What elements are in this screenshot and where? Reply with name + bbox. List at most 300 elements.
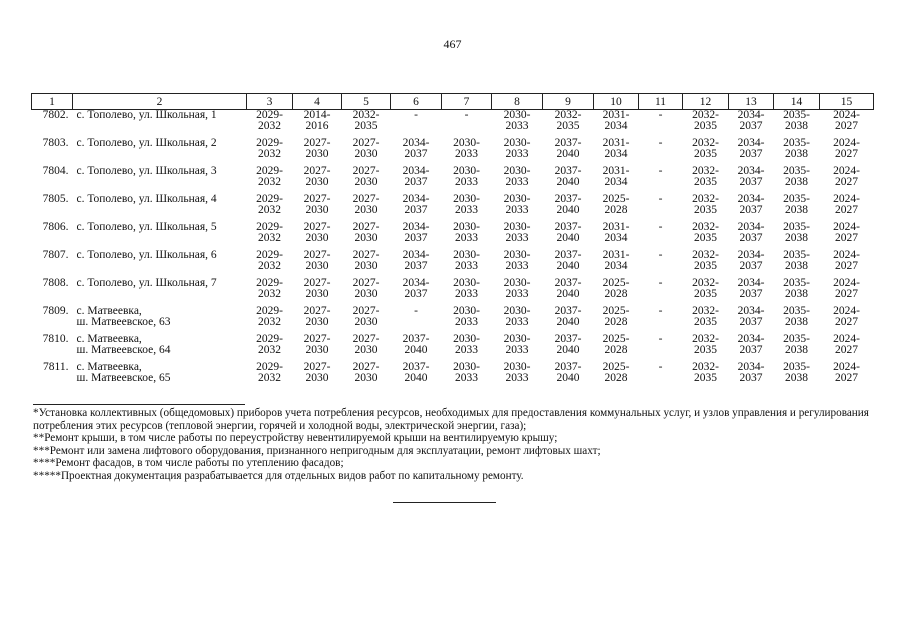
- period-cell: [639, 334, 683, 362]
- period-cell: [639, 222, 683, 250]
- row-number: 7803.: [42, 137, 69, 149]
- period-line: 2035-: [783, 361, 810, 373]
- column-header: 5: [342, 94, 391, 110]
- period-line: 2030: [354, 316, 378, 328]
- period-cell: [774, 278, 820, 306]
- period-line: 2033: [505, 260, 529, 272]
- period-cell: [543, 138, 594, 166]
- period-line: 2030: [354, 232, 378, 244]
- period-line: 2029-: [256, 305, 283, 317]
- period-cell: [594, 362, 639, 390]
- column-header: 13: [729, 94, 774, 110]
- column-header: 8: [492, 94, 543, 110]
- period-line: 2033: [455, 204, 478, 216]
- period-cell: [594, 166, 639, 194]
- address-line: с. Тополево, ул. Школьная, 2: [76, 137, 217, 149]
- period-line: 2030-: [453, 137, 480, 149]
- period-cell: [247, 138, 293, 166]
- period-line: 2035: [694, 288, 717, 300]
- period-cell: [342, 222, 391, 250]
- address-line: с. Матвеевка,: [76, 333, 142, 345]
- period-line: 2027-: [303, 333, 331, 345]
- column-header: 7: [442, 94, 492, 110]
- period-line: 2032: [258, 372, 281, 384]
- period-line: 2028: [604, 372, 628, 384]
- period-line: 2037: [739, 148, 763, 160]
- period-cell: [774, 166, 820, 194]
- row-number: 7809.: [42, 305, 69, 317]
- period-line: 2034: [604, 120, 628, 132]
- period-line: 2030-: [503, 361, 531, 373]
- period-line: 2032: [258, 148, 281, 160]
- period-line: 2032: [258, 232, 281, 244]
- period-line: 2030: [305, 204, 329, 216]
- period-line: 2030: [354, 260, 378, 272]
- period-line: 2040: [556, 316, 580, 328]
- period-line: 2030-: [503, 137, 531, 149]
- period-cell: [594, 110, 639, 139]
- period-line: 2030-: [503, 277, 531, 289]
- period-cell: [342, 306, 391, 334]
- period-line: 2037: [739, 176, 763, 188]
- period-line: 2029-: [256, 193, 283, 205]
- period-line: 2025-: [602, 305, 630, 317]
- period-line: 2040: [556, 288, 580, 300]
- period-line: 2038: [785, 148, 808, 160]
- period-cell: [442, 194, 492, 222]
- period-line: 2030-: [453, 305, 480, 317]
- period-cell: [594, 306, 639, 334]
- period-cell: [442, 306, 492, 334]
- repair-schedule-table: [31, 93, 874, 390]
- period-line: 2030: [305, 148, 329, 160]
- period-line: 2030-: [453, 249, 480, 261]
- period-line: 2027: [835, 372, 858, 384]
- period-cell: [820, 250, 874, 278]
- period-line: 2032: [258, 176, 281, 188]
- period-line: 2030: [305, 260, 329, 272]
- period-line: 2033: [505, 176, 529, 188]
- period-line: 2038: [785, 344, 808, 356]
- period-cell: [729, 222, 774, 250]
- footnote-divider: [33, 404, 245, 405]
- period-line: 2030: [305, 288, 329, 300]
- period-line: 2024-: [833, 193, 860, 205]
- period-cell: [293, 138, 342, 166]
- period-line: 2037: [404, 148, 428, 160]
- period-line: 2038: [785, 120, 808, 132]
- period-line: -: [658, 305, 663, 317]
- period-line: 2034: [604, 260, 628, 272]
- address-line: с. Тополево, ул. Школьная, 7: [76, 277, 217, 289]
- period-line: 2030-: [453, 165, 480, 177]
- period-line: 2031-: [602, 137, 630, 149]
- period-line: 2033: [505, 120, 529, 132]
- period-cell: [492, 166, 543, 194]
- footnote: *Установка коллективных (общедомовых) приборов учета потребления ресурсов, необходимых для предоставления коммунальных услуг, и узлов управления и регулирования потребления этих ресурсов (тепловой энергии, горячей и холодной воды, электрической энергии, газа);: [33, 407, 869, 432]
- column-header: 11: [639, 94, 683, 110]
- period-cell: [391, 334, 442, 362]
- period-line: 2030: [354, 288, 378, 300]
- period-cell: [247, 362, 293, 390]
- period-line: -: [658, 109, 663, 121]
- period-cell: [543, 194, 594, 222]
- period-line: 2032-: [692, 165, 719, 177]
- period-line: 2027-: [352, 249, 380, 261]
- period-cell: [247, 222, 293, 250]
- address-cell: [73, 222, 247, 250]
- period-line: 2030: [305, 176, 329, 188]
- period-line: 2040: [556, 260, 580, 272]
- period-cell: [683, 110, 729, 139]
- period-cell: [247, 306, 293, 334]
- period-line: 2035: [694, 204, 717, 216]
- period-line: 2033: [505, 232, 529, 244]
- period-cell: [820, 278, 874, 306]
- address-cell: [73, 250, 247, 278]
- period-cell: [543, 222, 594, 250]
- period-cell: [543, 362, 594, 390]
- period-line: 2040: [556, 176, 580, 188]
- period-line: 2024-: [833, 221, 860, 233]
- period-line: 2027-: [303, 165, 331, 177]
- period-line: 2030-: [453, 277, 480, 289]
- period-line: -: [658, 277, 663, 289]
- period-cell: [247, 110, 293, 139]
- period-cell: [492, 278, 543, 306]
- period-line: 2027-: [303, 277, 331, 289]
- period-cell: [683, 334, 729, 362]
- period-line: 2040: [556, 372, 580, 384]
- address-cell: [73, 306, 247, 334]
- row-number: 7808.: [42, 277, 69, 289]
- period-line: 2027-: [352, 277, 380, 289]
- period-cell: [442, 362, 492, 390]
- period-line: -: [658, 361, 663, 373]
- period-line: 2033: [505, 148, 529, 160]
- period-line: 2038: [785, 176, 808, 188]
- period-cell: [293, 362, 342, 390]
- period-line: 2033: [455, 288, 478, 300]
- address-cell: [73, 194, 247, 222]
- period-line: 2032-: [692, 221, 719, 233]
- period-cell: [543, 250, 594, 278]
- period-cell: [247, 194, 293, 222]
- period-line: 2029-: [256, 137, 283, 149]
- period-cell: [774, 306, 820, 334]
- period-cell: [729, 110, 774, 139]
- page-number: 467: [443, 37, 462, 51]
- column-header: 2: [73, 94, 247, 110]
- period-cell: [683, 222, 729, 250]
- period-line: 2035-: [783, 249, 810, 261]
- period-line: 2032-: [692, 361, 719, 373]
- period-line: 2032-: [692, 193, 719, 205]
- period-line: 2027: [835, 176, 858, 188]
- period-line: 2027-: [303, 193, 331, 205]
- period-line: 2037-: [554, 333, 582, 345]
- period-cell: [391, 306, 442, 334]
- period-line: 2037-: [554, 165, 582, 177]
- period-cell: [247, 278, 293, 306]
- period-line: 2027: [835, 260, 858, 272]
- period-line: 2031-: [602, 221, 630, 233]
- period-line: 2035-: [783, 165, 810, 177]
- period-cell: [820, 222, 874, 250]
- table-row: [32, 222, 874, 250]
- period-line: 2024-: [833, 249, 860, 261]
- period-line: 2034-: [737, 333, 765, 345]
- period-line: 2033: [455, 372, 478, 384]
- period-line: 2040: [556, 148, 580, 160]
- period-line: 2038: [785, 260, 808, 272]
- period-line: 2030: [354, 176, 378, 188]
- period-line: 2035-: [783, 109, 810, 121]
- period-cell: [342, 110, 391, 139]
- period-line: 2037-: [554, 277, 582, 289]
- period-line: 2034-: [737, 361, 765, 373]
- period-cell: [543, 110, 594, 139]
- table-row: [32, 166, 874, 194]
- period-line: 2033: [505, 372, 529, 384]
- period-line: 2032: [258, 344, 281, 356]
- period-cell: [342, 334, 391, 362]
- period-line: 2030-: [503, 249, 531, 261]
- footnotes: [33, 407, 873, 483]
- period-cell: [729, 166, 774, 194]
- period-cell: [293, 250, 342, 278]
- column-header: 9: [543, 94, 594, 110]
- period-line: 2034-: [737, 221, 765, 233]
- period-cell: [594, 334, 639, 362]
- period-line: 2024-: [833, 361, 860, 373]
- period-cell: [774, 334, 820, 362]
- row-number: 7810.: [42, 333, 69, 345]
- period-line: 2029-: [256, 333, 283, 345]
- address-cell: [73, 362, 247, 390]
- period-cell: [442, 166, 492, 194]
- period-line: 2035-: [783, 193, 810, 205]
- column-header: 3: [247, 94, 293, 110]
- period-line: 2027-: [352, 165, 380, 177]
- period-cell: [639, 362, 683, 390]
- period-cell: [492, 334, 543, 362]
- period-line: 2030: [305, 232, 329, 244]
- period-line: 2038: [785, 288, 808, 300]
- period-line: 2031-: [602, 249, 630, 261]
- period-cell: [293, 166, 342, 194]
- period-line: -: [464, 109, 469, 121]
- period-line: 2029-: [256, 361, 283, 373]
- table-row: [32, 278, 874, 306]
- period-line: 2032-: [692, 137, 719, 149]
- period-cell: [247, 334, 293, 362]
- period-line: 2037: [404, 232, 428, 244]
- period-line: 2028: [604, 204, 628, 216]
- period-line: 2034-: [737, 249, 765, 261]
- footnote: ****Ремонт фасадов, в том числе работы по утеплению фасадов;: [33, 457, 344, 470]
- address-cell: [73, 166, 247, 194]
- period-cell: [683, 362, 729, 390]
- period-line: 2027-: [352, 305, 380, 317]
- row-number: 7811.: [43, 361, 69, 373]
- address-line: с. Матвеевка,: [76, 361, 142, 373]
- period-line: -: [658, 333, 663, 345]
- period-cell: [729, 138, 774, 166]
- period-line: 2030: [305, 316, 329, 328]
- period-line: 2033: [455, 232, 478, 244]
- column-header: 10: [594, 94, 639, 110]
- period-cell: [391, 362, 442, 390]
- period-line: 2025-: [602, 333, 630, 345]
- period-cell: [293, 222, 342, 250]
- period-line: 2028: [604, 316, 628, 328]
- period-line: 2034-: [402, 249, 430, 261]
- period-cell: [391, 278, 442, 306]
- period-line: 2032: [258, 260, 281, 272]
- period-line: 2027-: [352, 221, 380, 233]
- period-cell: [442, 278, 492, 306]
- period-cell: [391, 250, 442, 278]
- column-header: 1: [32, 94, 73, 110]
- period-cell: [293, 278, 342, 306]
- period-line: 2030-: [453, 221, 480, 233]
- period-line: 2037: [404, 176, 428, 188]
- table-row: [32, 362, 874, 390]
- period-cell: [639, 278, 683, 306]
- period-cell: [543, 334, 594, 362]
- footnotes-end-divider: [393, 502, 496, 503]
- period-line: 2035: [354, 120, 378, 132]
- period-cell: [820, 110, 874, 139]
- period-line: 2035-: [783, 221, 810, 233]
- period-cell: [639, 250, 683, 278]
- period-line: 2034-: [402, 221, 430, 233]
- table-body: [32, 110, 874, 391]
- column-header-row: [32, 94, 874, 110]
- period-line: 2037-: [554, 137, 582, 149]
- period-line: -: [658, 221, 663, 233]
- table-row: [32, 306, 874, 334]
- period-cell: [774, 110, 820, 139]
- period-line: 2030: [305, 372, 329, 384]
- row-number: 7802.: [42, 109, 69, 121]
- period-line: 2032-: [692, 249, 719, 261]
- period-line: 2030-: [503, 165, 531, 177]
- period-line: 2027: [835, 288, 858, 300]
- period-line: 2025-: [602, 193, 630, 205]
- period-line: 2034: [604, 148, 628, 160]
- period-line: 2027: [835, 120, 858, 132]
- period-line: 2037: [739, 204, 763, 216]
- period-line: 2032: [258, 204, 281, 216]
- period-cell: [774, 138, 820, 166]
- period-line: 2027-: [352, 137, 380, 149]
- table-row: [32, 138, 874, 166]
- period-cell: [492, 362, 543, 390]
- period-line: 2034-: [402, 193, 430, 205]
- period-line: 2037-: [554, 193, 582, 205]
- period-line: 2037: [739, 344, 763, 356]
- period-line: 2035: [694, 176, 717, 188]
- column-header: 12: [683, 94, 729, 110]
- period-cell: [543, 166, 594, 194]
- period-line: 2027-: [303, 221, 331, 233]
- period-line: 2040: [404, 344, 428, 356]
- period-cell: [492, 194, 543, 222]
- period-cell: [342, 278, 391, 306]
- period-line: -: [414, 109, 418, 121]
- row-number: 7806.: [42, 221, 69, 233]
- period-cell: [774, 222, 820, 250]
- period-line: 2037-: [402, 361, 430, 373]
- period-cell: [342, 166, 391, 194]
- period-cell: [342, 138, 391, 166]
- period-line: 2027-: [352, 333, 380, 345]
- period-line: 2035: [556, 120, 580, 132]
- period-line: 2038: [785, 316, 808, 328]
- column-header: 14: [774, 94, 820, 110]
- period-line: 2033: [455, 316, 478, 328]
- period-cell: [774, 194, 820, 222]
- period-line: -: [658, 137, 663, 149]
- period-cell: [639, 110, 683, 139]
- period-line: 2037-: [554, 361, 582, 373]
- footnote: *****Проектная документация разрабатывается для отдельных видов работ по капитальному ремонту.: [33, 469, 524, 482]
- period-cell: [729, 278, 774, 306]
- period-cell: [729, 306, 774, 334]
- period-cell: [594, 138, 639, 166]
- period-cell: [639, 138, 683, 166]
- period-line: 2029-: [256, 249, 283, 261]
- period-line: 2032-: [692, 277, 719, 289]
- column-header: 15: [820, 94, 874, 110]
- period-line: 2027-: [303, 249, 331, 261]
- period-line: 2024-: [833, 165, 860, 177]
- period-line: 2035: [694, 120, 717, 132]
- period-line: 2030: [354, 204, 378, 216]
- period-line: 2030-: [503, 193, 531, 205]
- period-line: 2034-: [402, 165, 430, 177]
- period-cell: [594, 222, 639, 250]
- table-row: [32, 194, 874, 222]
- period-line: 2034-: [737, 137, 765, 149]
- period-line: 2037: [404, 204, 428, 216]
- period-line: 2014-: [303, 109, 331, 121]
- address-cell: [73, 138, 247, 166]
- period-cell: [492, 138, 543, 166]
- period-cell: [683, 166, 729, 194]
- period-line: 2037: [739, 288, 763, 300]
- period-line: 2034: [604, 232, 628, 244]
- period-line: 2031-: [602, 165, 630, 177]
- period-line: 2035: [694, 148, 717, 160]
- period-cell: [293, 334, 342, 362]
- period-cell: [729, 194, 774, 222]
- period-line: 2030: [354, 344, 378, 356]
- address-line: с. Тополево, ул. Школьная, 5: [76, 221, 217, 233]
- period-line: 2024-: [833, 305, 860, 317]
- period-cell: [342, 194, 391, 222]
- period-cell: [247, 166, 293, 194]
- address-line: с. Тополево, ул. Школьная, 6: [76, 249, 217, 261]
- address-line: ш. Матвеевское, 64: [76, 344, 171, 356]
- period-line: 2037: [404, 260, 428, 272]
- period-cell: [391, 110, 442, 139]
- period-cell: [729, 250, 774, 278]
- period-line: 2024-: [833, 137, 860, 149]
- address-line: с. Матвеевка,: [76, 305, 142, 317]
